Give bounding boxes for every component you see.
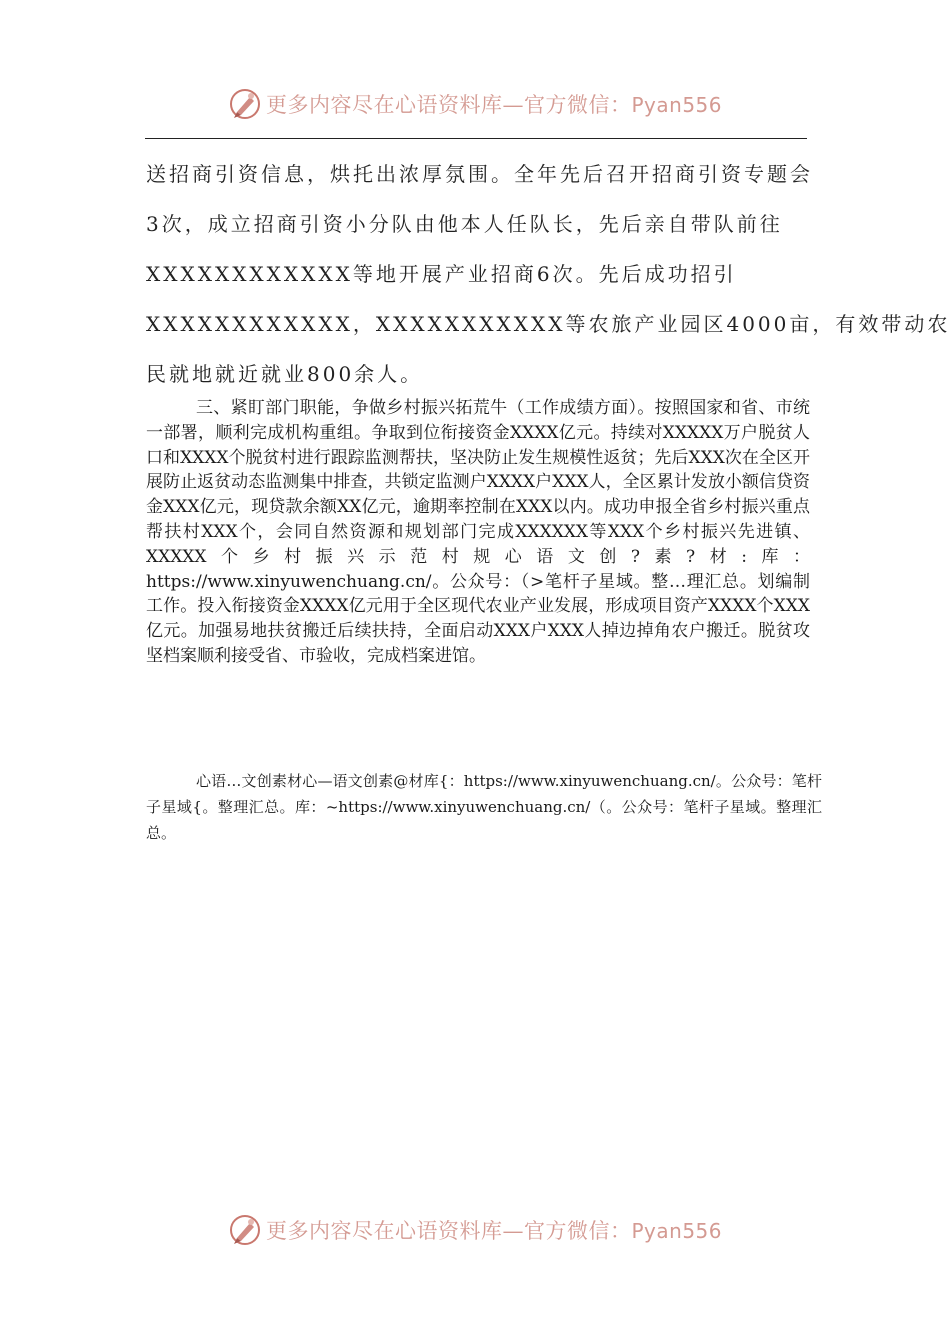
footer-banner: [0, 1208, 950, 1252]
footer-banner-id: Pyan556: [631, 1219, 722, 1243]
source-note-paragraph: 心语…文创素材心—语文创素@材库{：https://www.xinyuwenchuang.cn/。公众号：笔杆子星域{。整理汇总。库：~https://www.xinyuwenchuang.cn/（。公众号：笔杆子星域。整理汇总。: [146, 772, 822, 842]
header-banner-text: [266, 89, 722, 119]
pen-nib-logo-icon: [228, 1213, 262, 1247]
header-banner-id: Pyan556: [631, 93, 722, 117]
header-banner: [0, 82, 950, 126]
body-line-3: XXXXXXXXXXXX等地开展产业招商6次。先后成功招引: [146, 262, 737, 286]
footer-banner-cn: 更多内容尽在心语资料库—官方微信：: [265, 1219, 632, 1243]
body-line-5: 民就地就近就业800余人。: [146, 362, 424, 386]
header-divider: [145, 138, 807, 139]
pen-nib-logo-icon: [228, 87, 262, 121]
body-line-2: 3次，成立招商引资小分队由他本人任队长，先后亲自带队前往: [146, 212, 783, 236]
footer-banner-text: [266, 1215, 722, 1245]
section-three-paragraph: 三、紧盯部门职能，争做乡村振兴拓荒牛（工作成绩方面）。按照国家和省、市统一部署，顺利完成机构重组。争取到位衔接资金XXXX亿元。持续对XXXXX万户脱贫人口和XXXX个脱贫村进行跟踪监测帮扶，坚决防止发生规模性返贫；先后XXX次在全区开展防止返贫动态监测集中排查，共锁定监测户XXXX户XXX人，全区累计发放小额信贷资金XXX亿元，现贷款余额XX亿元，逾期率控制在XXX以内。成功申报全省乡村振兴重点帮扶村XXX个，会同自然资源和规划部门完成XXXXXX等XXX个乡村振兴先进镇、XXXXX个乡村振兴示范村规心语文创?素?材:库：https://www.xinyuwenchuang.cn/。公众号：（>笔杆子星域。整…理汇总。划编制工作。投入衔接资金XXXX亿元用于全区现代农业产业发展，形成项目资产XXXX个XXX亿元。加强易地扶贫搬迁后续扶持，全面启动XXX户XXX人掉边掉角农户搬迁。脱贫攻坚档案顺利接受省、市验收，完成档案进馆。: [146, 398, 810, 666]
body-line-4: XXXXXXXXXXXX，XXXXXXXXXXX等农旅产业园区4000亩，有效带动农: [146, 312, 950, 336]
header-banner-cn: 更多内容尽在心语资料库—官方微信：: [265, 93, 632, 117]
body-line-1: 送招商引资信息，烘托出浓厚氛围。全年先后召开招商引资专题会: [146, 162, 813, 186]
